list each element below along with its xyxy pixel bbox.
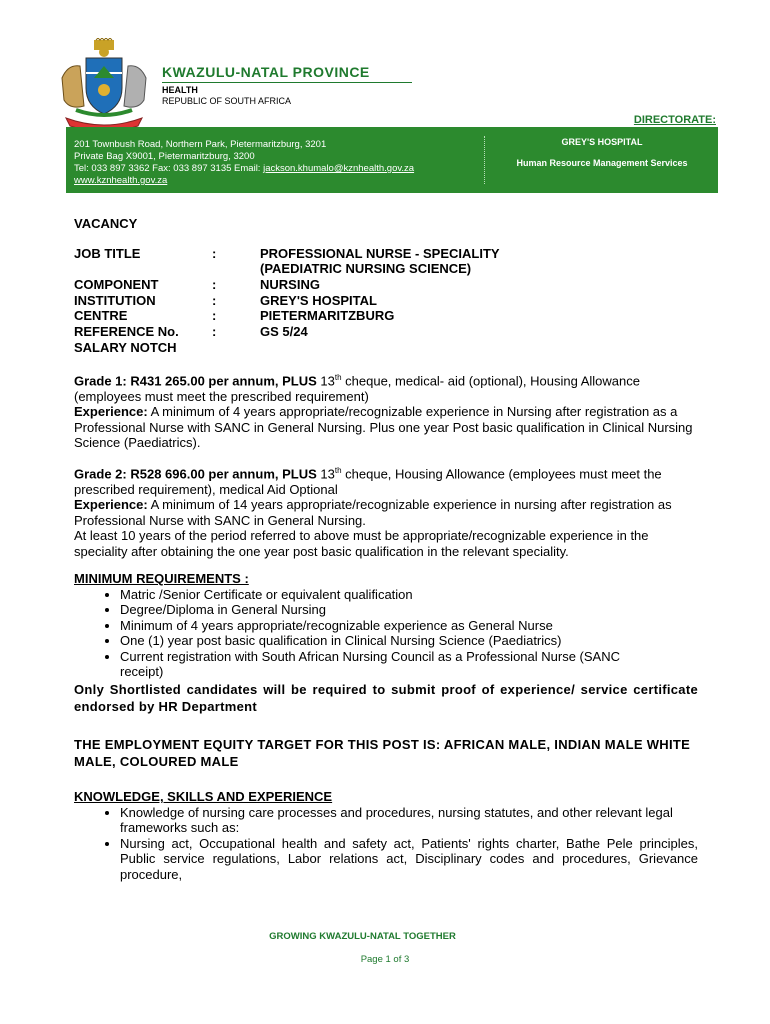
field-colon: : — [212, 324, 217, 339]
website-link[interactable]: www.kznhealth.gov.za — [74, 175, 168, 186]
grade1-salary: Grade 1: R431 265.00 per annum, PLUS 13th cheque, medical- aid (optional), Housing Allowance (employees must meet the prescribed requirement) — [74, 373, 640, 404]
field-label: JOB TITLE — [74, 246, 141, 261]
coat-of-arms-icon — [56, 38, 152, 134]
shortlist-note: Only Shortlisted candidates will be required to submit proof of experience/ service certificate endorsed by HR Department — [74, 681, 698, 714]
postal-line: Private Bag X9001, Pietermaritzburg, 3200 — [74, 151, 255, 162]
grade2-section — [74, 463, 698, 559]
field-label: SALARY NOTCH — [74, 340, 177, 355]
kse-list — [74, 805, 698, 883]
kse-section — [74, 789, 698, 882]
department-name: HEALTH — [162, 85, 198, 95]
list-item: • Current registration with South African Nursing Council as a Professional Nurse (SANC receipt) — [120, 649, 698, 680]
province-name: KWAZULU-NATAL PROVINCE — [162, 64, 370, 80]
grade1-experience: Experience: A minimum of 4 years appropriate/recognizable experience in Nursing after registration as a Professional Nurse with SANC in General Nursing. Plus one year Post basic qualification in Clinical Nursing Science (Paediatrics). — [74, 404, 693, 451]
field-label: REFERENCE No. — [74, 324, 179, 339]
phone-line: Tel: 033 897 3362 Fax: 033 897 3135 Email: jackson.khumalo@kznhealth.gov.za — [74, 163, 415, 174]
grade2-salary: Grade 2: R528 696.00 per annum, PLUS 13th cheque, Housing Allowance (employees must meet the prescribed requirement), medical Aid Optional — [74, 466, 662, 497]
kse-heading: KNOWLEDGE, SKILLS AND EXPERIENCE — [74, 789, 333, 804]
field-value: GS 5/24 — [260, 324, 308, 339]
min-req-list — [74, 587, 698, 680]
field-colon: : — [212, 293, 217, 308]
page-number: Page 1 of 3 — [360, 954, 410, 965]
list-item: • One (1) year post basic qualification in Clinical Nursing Science (Paediatrics) — [120, 633, 698, 649]
field-value: PROFESSIONAL NURSE - SPECIALITY — [260, 246, 500, 261]
list-item: • Matric /Senior Certificate or equivalent qualification — [120, 587, 698, 603]
field-label: CENTRE — [74, 308, 128, 323]
field-value: PIETERMARITZBURG — [260, 308, 395, 323]
contact-box — [66, 127, 718, 193]
unit-name: Human Resource Management Services — [516, 158, 688, 168]
contact-details — [74, 139, 414, 187]
list-item: • Minimum of 4 years appropriate/recognizable experience as General Nurse — [120, 618, 698, 634]
field-colon: : — [212, 277, 217, 292]
grade2-experience: Experience: A minimum of 14 years appropriate/recognizable experience in nursing after registration as Professional Nurse with SANC in General Nursing. — [74, 497, 672, 528]
list-item: • Knowledge of nursing care processes and procedures, nursing statutes, and other relevant legal frameworks such as: — [120, 805, 698, 836]
address-line: 201 Townbush Road, Northern Park, Pietermaritzburg, 3201 — [74, 139, 327, 150]
grade1-section — [74, 370, 698, 451]
field-colon: : — [212, 308, 217, 323]
equity-target: THE EMPLOYMENT EQUITY TARGET FOR THIS POST IS: AFRICAN MALE, INDIAN MALE WHITE MALE, COLOURED MALE — [74, 737, 691, 769]
min-req-heading: MINIMUM REQUIREMENTS : — [74, 571, 249, 586]
footer-slogan: GROWING KWAZULU-NATAL TOGETHER — [269, 931, 456, 942]
field-label: INSTITUTION — [74, 293, 156, 308]
field-value: NURSING — [260, 277, 320, 292]
field-value: GREY'S HOSPITAL — [260, 293, 377, 308]
field-label: COMPONENT — [74, 277, 159, 292]
list-item: • Degree/Diploma in General Nursing — [120, 602, 698, 618]
country-name: REPUBLIC OF SOUTH AFRICA — [162, 96, 292, 106]
header-rule — [162, 82, 412, 83]
field-value: (PAEDIATRIC NURSING SCIENCE) — [260, 261, 472, 276]
list-item: • Nursing act, Occupational health and safety act, Patients' rights charter, Bathe Pele principles, Public service regulations, Labor relations act, Disciplinary codes and procedures, Grievance procedure, — [120, 836, 698, 883]
min-req-section — [74, 571, 698, 715]
directorate-label: DIRECTORATE: — [633, 114, 716, 126]
email-link[interactable]: jackson.khumalo@kznhealth.gov.za — [263, 163, 415, 174]
field-colon: : — [212, 246, 217, 261]
hospital-name: GREY'S HOSPITAL — [561, 137, 643, 147]
vacancy-heading: VACANCY — [74, 216, 138, 231]
grade2-extra: At least 10 years of the period referred to above must be appropriate/recognizable experience in the speciality after obtaining the one year post basic qualification in the relevant speciality. — [74, 528, 649, 559]
